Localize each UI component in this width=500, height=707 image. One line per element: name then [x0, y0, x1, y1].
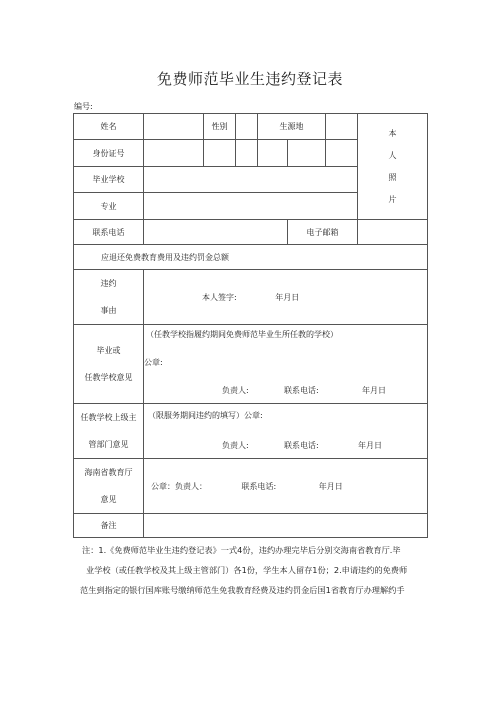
field-province-opinion[interactable]: [144, 459, 428, 514]
label-origin: 生源地: [258, 114, 326, 140]
superior-responsible: 负责人:: [222, 441, 249, 450]
code-label: 编号:: [74, 102, 93, 111]
label-name: 姓名: [74, 114, 144, 140]
field-superior-opinion[interactable]: [144, 404, 428, 459]
school-responsible: 负责人:: [222, 386, 249, 395]
province-date: 年月日: [318, 481, 343, 491]
field-id-2[interactable]: [204, 140, 236, 167]
photo-char-2: 人: [388, 150, 397, 160]
province-line-2: 意见: [100, 495, 117, 504]
label-superior-opinion: [74, 404, 144, 459]
label-remark: 备注: [74, 514, 144, 538]
label-fees: 应退还免费教育费用及违约罚金总额: [74, 245, 428, 270]
field-id-1[interactable]: [144, 140, 204, 167]
photo-char-1: 本: [388, 128, 397, 138]
footnote-line-1: 注：1.《免费师范毕业生违约登记表》一式4份，违约办理完毕后分别交海南省教育厅.毕: [82, 545, 401, 555]
superior-line-2: 管部门意见: [88, 440, 129, 449]
school-contact-phone: 联系电话:: [284, 386, 319, 395]
field-id-4[interactable]: [258, 140, 288, 167]
field-major[interactable]: [144, 193, 358, 220]
field-phone[interactable]: [144, 220, 288, 245]
label-id: 身份证号: [74, 140, 144, 167]
breach-line-2: 事由: [100, 306, 117, 315]
footnote: [80, 540, 426, 600]
breach-line-1: 违约: [100, 279, 117, 288]
label-school-opinion: [74, 325, 144, 404]
superior-contact-phone: 联系电话:: [284, 441, 319, 450]
label-breach: [74, 270, 144, 325]
photo-box[interactable]: [358, 114, 428, 220]
field-name[interactable]: [144, 114, 204, 140]
superior-note: （限服务期间违约的填写）公章:: [148, 411, 263, 420]
label-school: 毕业学校: [74, 167, 144, 193]
school-opinion-line-1: 毕业或: [96, 346, 121, 355]
superior-date: 年月日: [358, 441, 382, 450]
field-id-6[interactable]: [326, 140, 358, 167]
breach-date: 年月日: [275, 292, 300, 302]
label-province-opinion: [74, 459, 144, 514]
province-contact-phone: 联系电话:: [241, 481, 277, 491]
field-id-3[interactable]: [236, 140, 258, 167]
signature-label: 本人签字:: [202, 292, 237, 302]
school-opinion-line-2: 任教学校意见: [84, 373, 133, 382]
school-note: （任教学校指履约期间免费师范毕业生所任教的学校）: [146, 330, 338, 339]
label-major: 专业: [74, 193, 144, 220]
footnote-line-2: 业学校（或任教学校及其上级主管部门）各1份，学生本人留存1份；2.申请违约的免费师: [86, 565, 408, 575]
field-breach[interactable]: [144, 270, 428, 325]
photo-char-3: 照: [388, 172, 397, 182]
registration-form: [73, 113, 428, 538]
province-seal-responsible: 公章：负责人：: [151, 481, 207, 491]
school-seal: 公章:: [144, 358, 163, 367]
label-gender: 性别: [204, 114, 236, 140]
label-phone: 联系电话: [74, 220, 144, 245]
photo-char-4: 片: [388, 194, 397, 204]
field-school-opinion[interactable]: [144, 325, 428, 404]
field-id-5[interactable]: [288, 140, 326, 167]
label-email: 电子邮箱: [288, 220, 358, 245]
field-school[interactable]: [144, 167, 358, 193]
school-date: 年月日: [362, 386, 386, 395]
field-email[interactable]: [358, 220, 428, 245]
field-origin[interactable]: [326, 114, 358, 140]
footnote-line-3: 范生到指定的银行国库账号缴纳师范生免我教育经费及违约罚金后国1省教育厅办理解约手: [80, 585, 405, 595]
field-remark[interactable]: [144, 514, 428, 538]
form-title: 免费师范毕业生违约登记表: [156, 70, 343, 88]
field-gender[interactable]: [236, 114, 258, 140]
province-line-1: 海南省教育厅: [84, 468, 133, 477]
superior-line-1: 任教学校上级主: [80, 413, 137, 422]
